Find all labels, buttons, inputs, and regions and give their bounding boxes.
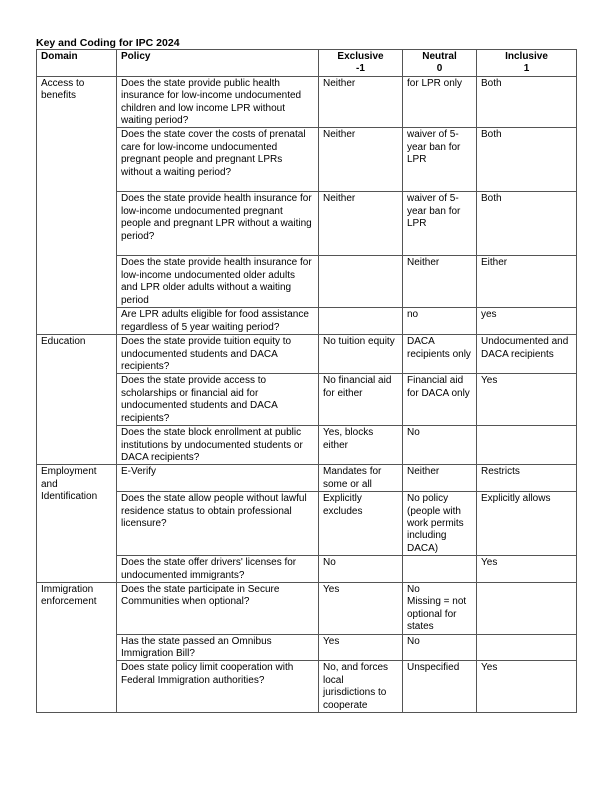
exclusive-cell: No xyxy=(319,556,403,583)
inclusive-cell: Undocumented and DACA recipients xyxy=(477,335,577,374)
inclusive-header-label: Inclusive xyxy=(505,51,548,62)
table-row xyxy=(37,308,577,335)
neutral-header-score: 0 xyxy=(436,63,443,75)
neutral-cell: No xyxy=(403,426,477,465)
exclusive-header xyxy=(319,50,403,77)
policy-cell: Does the state provide access to scholarships or financial aid for undocumented students and DACA recipients? xyxy=(117,374,319,426)
exclusive-cell: Neither xyxy=(319,76,403,128)
exclusive-cell: No financial aid for either xyxy=(319,374,403,426)
inclusive-cell: Both xyxy=(477,192,577,256)
policy-cell: Does the state cover the costs of prenatal care for low-income undocumented pregnant people and pregnant LPRs without a waiting period? xyxy=(117,128,319,192)
table-row xyxy=(37,128,577,192)
neutral-cell: waiver of 5-year ban for LPR xyxy=(403,128,477,192)
policy-cell: Does the state offer drivers' licenses for undocumented immigrants? xyxy=(117,556,319,583)
neutral-cell: Unspecified xyxy=(403,661,477,713)
neutral-cell: no xyxy=(403,308,477,335)
table-row xyxy=(37,256,577,308)
table-row xyxy=(37,582,577,634)
neutral-cell: No xyxy=(403,634,477,661)
policy-cell: Does the state provide health insurance for low-income undocumented older adults and LPR older adults without a waiting period xyxy=(117,256,319,308)
neutral-cell xyxy=(403,556,477,583)
neutral-header-label: Neutral xyxy=(422,51,457,62)
policy-cell: Does the state allow people without lawful residence status to obtain professional licensure? xyxy=(117,492,319,556)
policy-cell: Does the state provide tuition equity to undocumented students and DACA recipients? xyxy=(117,335,319,374)
inclusive-cell xyxy=(477,426,577,465)
inclusive-cell xyxy=(477,582,577,634)
neutral-cell: waiver of 5-year ban for LPR xyxy=(403,192,477,256)
header-row xyxy=(37,50,577,77)
table-row xyxy=(37,465,577,492)
policy-header: Policy xyxy=(117,50,319,77)
inclusive-cell: Both xyxy=(477,76,577,128)
policy-cell: Does the state participate in Secure Communities when optional? xyxy=(117,582,319,634)
neutral-header xyxy=(403,50,477,77)
inclusive-cell: Both xyxy=(477,128,577,192)
domain-cell: Access to benefits xyxy=(37,76,117,334)
table-title: Key and Coding for IPC 2024 xyxy=(36,37,180,49)
neutral-cell: Neither xyxy=(403,465,477,492)
inclusive-cell: Yes xyxy=(477,556,577,583)
table-row xyxy=(37,76,577,128)
domain-cell: Education xyxy=(37,335,117,465)
neutral-cell: Financial aid for DACA only xyxy=(403,374,477,426)
table-row xyxy=(37,192,577,256)
inclusive-cell: Yes xyxy=(477,374,577,426)
exclusive-cell: No tuition equity xyxy=(319,335,403,374)
policy-cell: Does the state block enrollment at public institutions by undocumented students or DACA recipients? xyxy=(117,426,319,465)
policy-cell: Are LPR adults eligible for food assistance regardless of 5 year waiting period? xyxy=(117,308,319,335)
domain-cell: Employment and Identification xyxy=(37,465,117,583)
inclusive-header-score: 1 xyxy=(523,63,530,75)
exclusive-cell: Neither xyxy=(319,192,403,256)
neutral-cell: Neither xyxy=(403,256,477,308)
table-row xyxy=(37,426,577,465)
neutral-cell: DACA recipients only xyxy=(403,335,477,374)
exclusive-cell: No, and forces local jurisdictions to cooperate xyxy=(319,661,403,713)
inclusive-cell: Either xyxy=(477,256,577,308)
domain-cell: Immigration enforcement xyxy=(37,582,117,712)
table-row xyxy=(37,661,577,713)
exclusive-cell: Neither xyxy=(319,128,403,192)
table-row xyxy=(37,335,577,374)
exclusive-cell: Yes, blocks either xyxy=(319,426,403,465)
inclusive-cell: yes xyxy=(477,308,577,335)
inclusive-cell: Restricts xyxy=(477,465,577,492)
inclusive-cell: Yes xyxy=(477,661,577,713)
exclusive-header-label: Exclusive xyxy=(337,51,384,62)
policy-cell: Does the state provide health insurance for low-income undocumented pregnant people and pregnant LPR without a waiting period? xyxy=(117,192,319,256)
policy-cell: E-Verify xyxy=(117,465,319,492)
table-row xyxy=(37,634,577,661)
exclusive-header-score: -1 xyxy=(356,63,365,75)
table-row xyxy=(37,374,577,426)
table-row xyxy=(37,492,577,556)
neutral-cell: for LPR only xyxy=(403,76,477,128)
neutral-cell: No Missing = not optional for states xyxy=(403,582,477,634)
neutral-cell: No policy (people with work permits including DACA) xyxy=(403,492,477,556)
exclusive-cell: Yes xyxy=(319,582,403,634)
coding-table xyxy=(36,49,577,713)
policy-cell: Does state policy limit cooperation with Federal Immigration authorities? xyxy=(117,661,319,713)
exclusive-cell: Yes xyxy=(319,634,403,661)
exclusive-cell xyxy=(319,256,403,308)
exclusive-cell: Mandates for some or all xyxy=(319,465,403,492)
inclusive-cell: Explicitly allows xyxy=(477,492,577,556)
inclusive-cell xyxy=(477,634,577,661)
exclusive-cell: Explicitly excludes xyxy=(319,492,403,556)
table-row xyxy=(37,556,577,583)
inclusive-header xyxy=(477,50,577,77)
exclusive-cell xyxy=(319,308,403,335)
domain-header: Domain xyxy=(37,50,117,77)
policy-cell: Does the state provide public health insurance for low-income undocumented children and low income LPR without waiting period? xyxy=(117,76,319,128)
policy-cell: Has the state passed an Omnibus Immigration Bill? xyxy=(117,634,319,661)
